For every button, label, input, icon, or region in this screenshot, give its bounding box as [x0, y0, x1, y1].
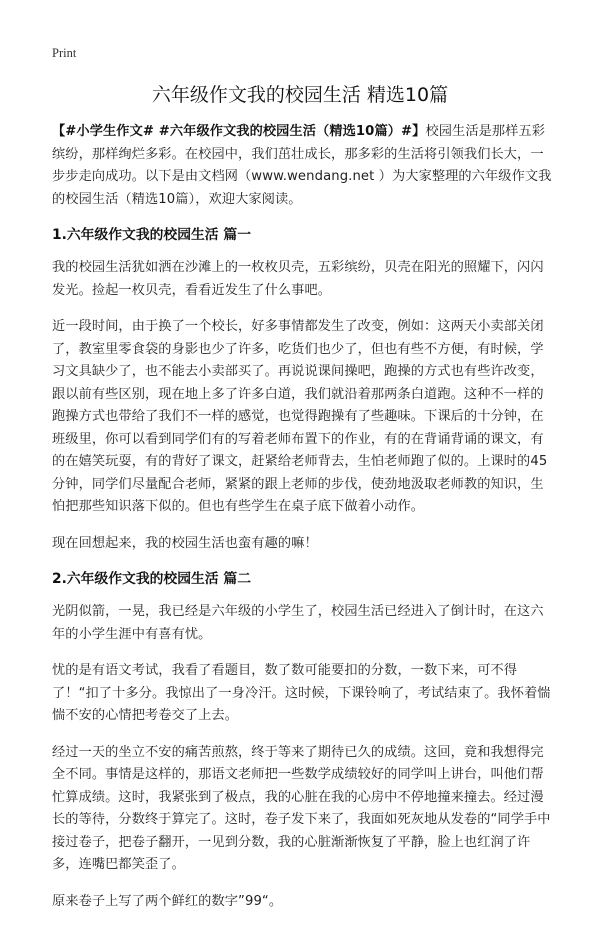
body-paragraph: 光阴似箭，一晃，我已经是六年级的小学生了，校园生活已经进入了倒计时，在这六年的小学生涯中有喜有忧。	[52, 604, 544, 642]
body-paragraph: 经过一天的坐立不安的痛苦煎熬，终于等来了期待已久的成绩。这回，竟和我想得完全不同。事情是这样的，那语文老师把一些数学成绩较好的同学叫上讲台，叫他们帮忙算成绩。这时，我紧张到了极点，我的心脏在我的心房中不停地撞来撞去。经过漫长的等待，分数终于算完了。这时，卷子发下来了，我面如死灰地从发卷的“同学手中接过卷子，把卷子翻开，一见到分数，我的心脏渐渐恢复了平静，脸上也红润了许多，连嘴巴都笑歪了。	[52, 744, 551, 872]
print-link[interactable]: Print	[52, 46, 77, 60]
intro-text: 校园生活是那样五彩缤纷，那样绚烂多彩。在校园中，我们茁壮成长，那多彩的生活将引领我们长大，一步步走向成功。以下是由文档网（www.wendang.net ）为大家整理的六年级作文我的校园生活（精选10篇），欢迎大家阅读。	[52, 124, 552, 207]
body-paragraph: 现在回想起来，我的校园生活也蛮有趣的嘛！	[52, 535, 318, 551]
section-heading: 2.六年级作文我的校园生活 篇二	[52, 571, 252, 587]
body-paragraph: 我的校园生活犹如洒在沙滩上的一枚枚贝壳，五彩缤纷，贝壳在阳光的照耀下，闪闪发光。捡起一枚贝壳，看看近发生了什么事吧。	[52, 260, 544, 298]
intro-paragraph	[52, 121, 552, 211]
article-body	[52, 121, 552, 927]
body-paragraph: 原来卷子上写了两个鲜红的数字”99“。	[52, 893, 283, 909]
page-title: 六年级作文我的校园生活 精选10篇	[151, 84, 449, 106]
body-paragraph: 近一段时间，由于换了一个校长，好多事情都发生了改变，例如：这两天小卖部关闭了，教室里零食袋的身影也少了许多，吃货们也少了，但也有些不方便，有时候，学习文具缺少了，也不能去小卖部买了。再说说课间操吧，跑操的方式也有些许改变，跟以前有些区别，现在地上多了许多白道，我们就沿着那两条白道跑。这种不一样的跑操方式也带给了我们不一样的感觉，也觉得跑操有了些趣味。下课后的十分钟，在班级里，你可以看到同学们有的写着老师布置下的作业，有的在背诵背诵的课文，有的在嬉笑玩耍，有的背好了课文，赶紧给老师背去，生怕老师跑了似的。上课时的45分钟，同学们尽量配合老师，紧紧的跟上老师的步伐，使劲地汲取老师教的知识，生怕把那些知识落下似的。但也有些学生在桌子底下做着小动作。	[52, 319, 548, 514]
intro-tag: 【#小学生作文# #六年级作文我的校园生活（精选10篇）#】	[52, 124, 426, 139]
body-paragraph: 忧的是有语文考试，我看了看题目，数了数可能要扣的分数，一数下来，可不得了！“扣了十多分。我惊出了一身冷汗。这时候，下课铃响了，考试结束了。我怀着惴惴不安的心情把考卷交了上去。	[52, 663, 551, 723]
section-heading: 1.六年级作文我的校园生活 篇一	[52, 227, 252, 243]
